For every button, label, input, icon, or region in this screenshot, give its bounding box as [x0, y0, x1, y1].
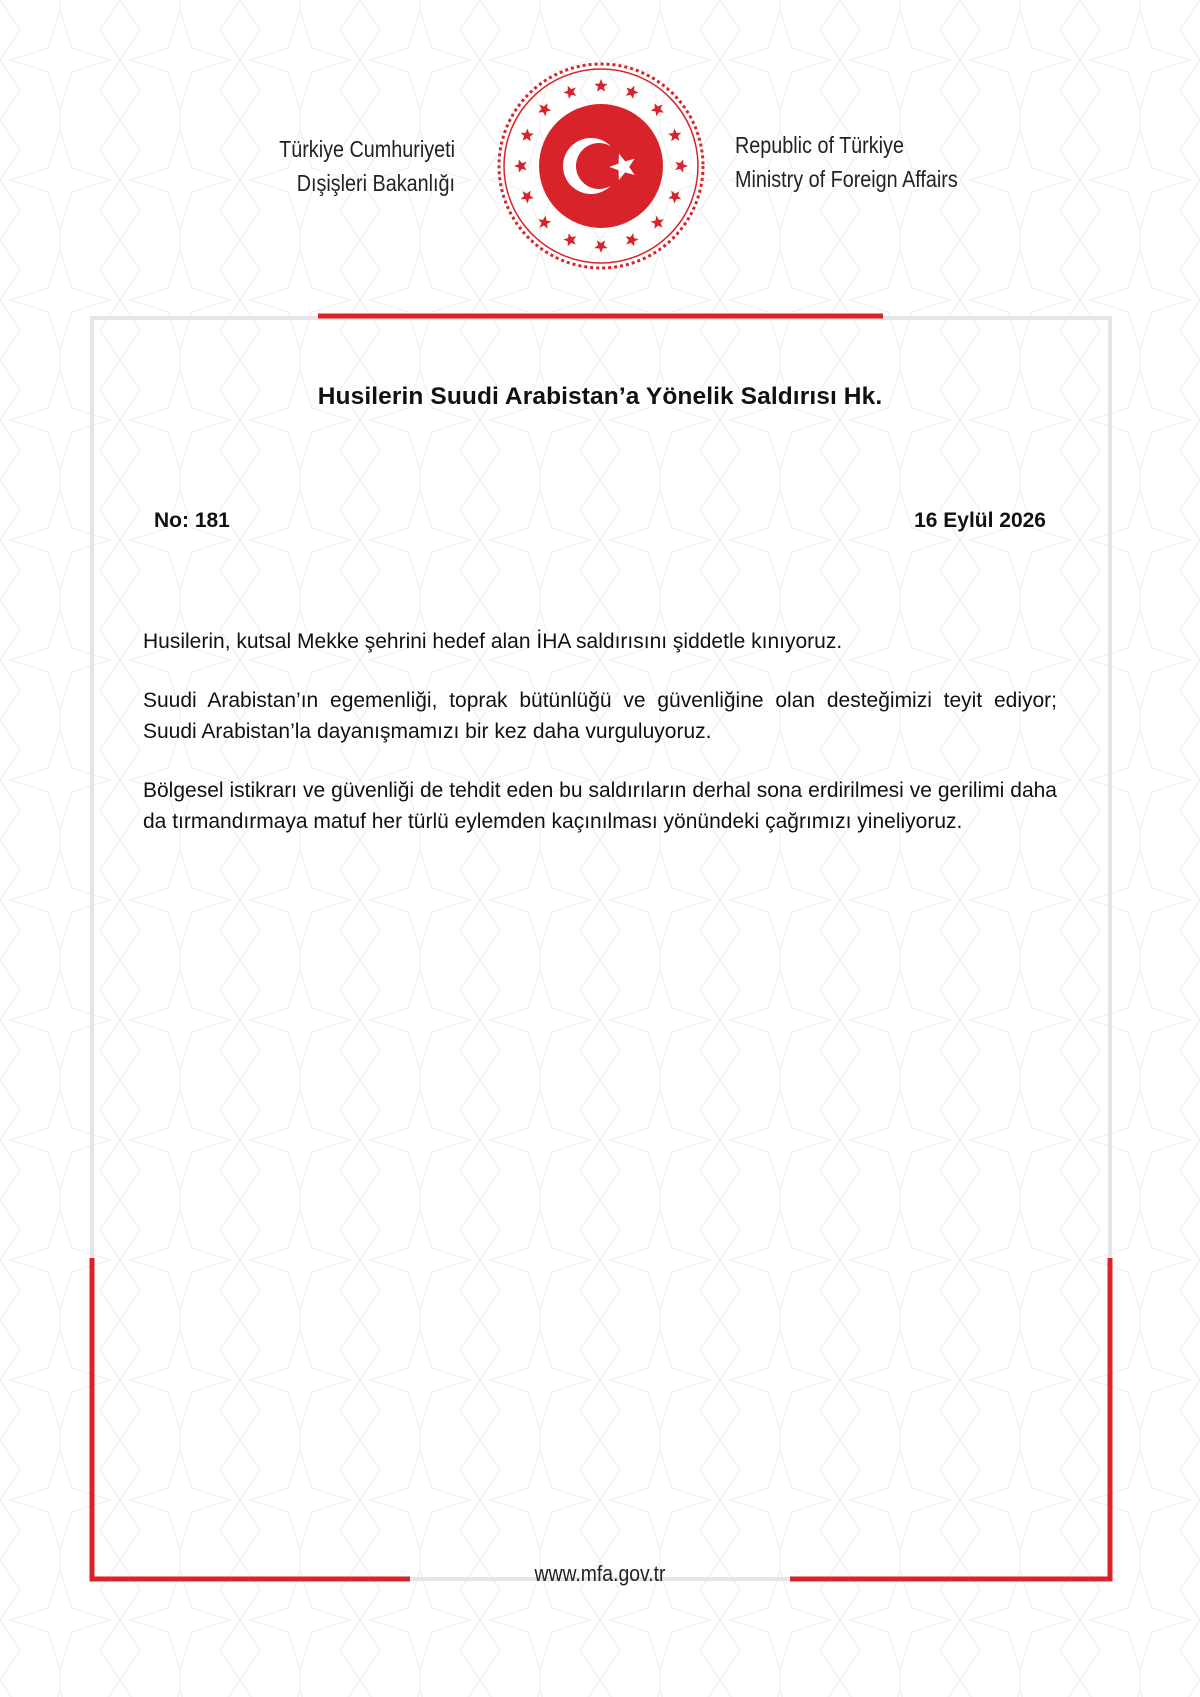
body-paragraph-3: Bölgesel istikrarı ve güvenliği de tehdit eden bu saldırıların derhal sona erdirilmesi ve gerilimi daha da tırmandırmaya matuf her türlü eylemden kaçınılması yönündeki çağrımızı yineliyoruz. [143, 779, 1057, 833]
emblem-star-icon [563, 86, 576, 99]
emblem-star-icon [651, 216, 664, 229]
document-date: 16 Eylül 2026 [914, 509, 1046, 532]
body-paragraph-1: Husilerin, kutsal Mekke şehrini hedef alan İHA saldırısını şiddetle kınıyoruz. [143, 630, 843, 653]
emblem-star-icon [668, 191, 681, 204]
emblem-star-icon [626, 233, 639, 246]
ministry-name-turkish-line2: Dışişleri Bakanlığı [296, 170, 455, 196]
emblem-star-icon [626, 86, 639, 99]
emblem-star-icon [594, 240, 607, 253]
emblem-star-icon [651, 103, 664, 116]
crescent-star-emblem-icon [495, 60, 707, 272]
emblem-star-icon [521, 191, 534, 204]
emblem-star-icon [563, 233, 576, 246]
document-title: Husilerin Suudi Arabistan’a Yönelik Saldırısı Hk. [317, 383, 883, 410]
footer-website-link[interactable]: www.mfa.gov.tr [534, 1561, 666, 1586]
emblem-star-icon [538, 216, 551, 229]
ministry-name-english [735, 128, 1079, 196]
document-number: No: 181 [154, 509, 230, 532]
ministry-name-turkish [64, 132, 455, 200]
emblem-star-icon [514, 159, 527, 172]
emblem-star-icon [668, 128, 681, 141]
emblem-star-icon [675, 159, 688, 172]
emblem-star-icon [538, 103, 551, 116]
emblem-star-icon [594, 79, 607, 92]
ministry-name-english-line1: Republic of Türkiye [735, 132, 904, 158]
ministry-name-turkish-line1: Türkiye Cumhuriyeti [279, 136, 455, 162]
emblem-star-icon [521, 128, 534, 141]
body-paragraph-2: Suudi Arabistan’ın egemenliği, toprak bütünlüğü ve güvenliğine olan desteğimizi teyit ediyor; Suudi Arabistan’la dayanışmamızı bir kez daha vurguluyoruz. [143, 689, 1057, 743]
ministry-name-english-line2: Ministry of Foreign Affairs [735, 166, 958, 192]
document-body [143, 626, 1057, 865]
